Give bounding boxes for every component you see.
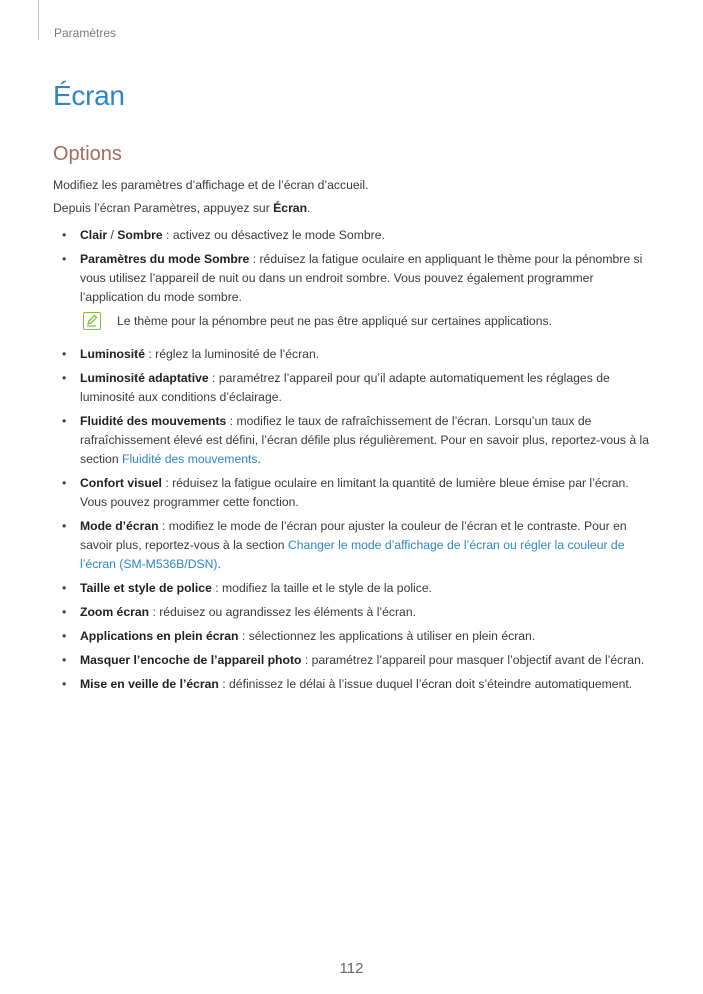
list-item: • Luminosité : réglez la luminosité de l’écran. (53, 345, 653, 364)
list-item: • Fluidité des mouvements : modifiez le taux de rafraîchissement de l’écran. Lorsqu’un taux de rafraîchissement élevé est défini, l’écran défile plus régulièrement. Pour en savoir plus, reportez-vous à la section Fluidité des mouvements. (53, 412, 653, 469)
intro-term: Écran (273, 201, 308, 215)
list-item: • Paramètres du mode Sombre : réduisez la fatigue oculaire en appliquant le thème pour la pénombre si vous utilisez l’appareil de nuit ou dans un endroit sombre. Vous pouvez également programmer l’application du mode sombre. (53, 250, 653, 307)
section-title: Options (53, 143, 122, 165)
options-list-continued (53, 345, 653, 694)
note-text: Le thème pour la pénombre peut ne pas être appliqué sur certaines applications. (117, 314, 552, 328)
page-title: Écran (53, 80, 125, 111)
list-item: • Clair / Sombre : activez ou désactivez le mode Sombre. (53, 226, 653, 245)
intro-line-2: Depuis l’écran Paramètres, appuyez sur Écran. (53, 201, 311, 215)
link-mode-ecran[interactable]: Changer le mode d’affichage de l’écran ou régler la couleur de l’écran (SM-M536B/DSN) (80, 538, 625, 571)
intro-line-1: Modifiez les paramètres d’affichage et de l’écran d’accueil. (53, 178, 369, 192)
content-body (53, 176, 653, 699)
link-fluidite[interactable]: Fluidité des mouvements (122, 452, 258, 466)
breadcrumb: Paramètres (54, 26, 117, 40)
note-pencil-icon (83, 312, 101, 330)
list-item: • Zoom écran : réduisez ou agrandissez les éléments à l’écran. (53, 603, 653, 622)
header-divider (38, 0, 39, 40)
note (53, 312, 653, 334)
list-item: • Taille et style de police : modifiez la taille et le style de la police. (53, 579, 653, 598)
list-item: • Luminosité adaptative : paramétrez l’appareil pour qu’il adapte automatiquement les réglages de luminosité aux conditions d’éclairage. (53, 369, 653, 407)
options-list (53, 226, 653, 307)
list-item: • Masquer l’encoche de l’appareil photo : paramétrez l’appareil pour masquer l’objectif avant de l’écran. (53, 651, 653, 670)
list-item: • Mode d’écran : modifiez le mode de l’écran pour ajuster la couleur de l’écran et le contraste. Pour en savoir plus, reportez-vous à la section Changer le mode d’affichage de l’écran ou régler la couleur de l’écran (SM-M536B/DSN). (53, 517, 653, 574)
list-item: • Applications en plein écran : sélectionnez les applications à utiliser en plein écran. (53, 627, 653, 646)
list-item: • Confort visuel : réduisez la fatigue oculaire en limitant la quantité de lumière bleue émise par l’écran. Vous pouvez programmer cette fonction. (53, 474, 653, 512)
list-item: • Mise en veille de l’écran : définissez le délai à l’issue duquel l’écran doit s’éteindre automatiquement. (53, 675, 653, 694)
page-number: 112 (339, 960, 364, 977)
